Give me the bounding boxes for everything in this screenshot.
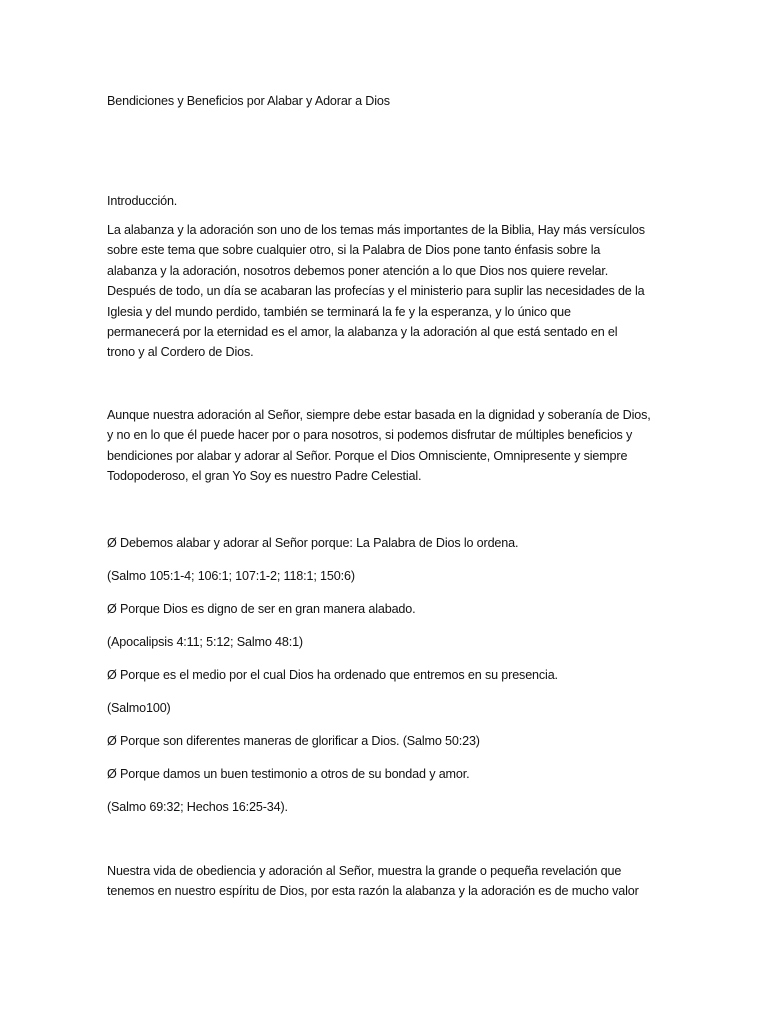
paragraph-line: La alabanza y la adoración son uno de los temas más importantes de la Biblia, Hay más versículos [107, 223, 645, 237]
list-item: Ø Porque damos un buen testimonio a otros de su bondad y amor. [107, 767, 470, 781]
paragraph-intro [107, 220, 667, 363]
list-item: Ø Porque Dios es digno de ser en gran manera alabado. [107, 602, 416, 616]
list-reference: (Salmo 69:32; Hechos 16:25-34). [107, 800, 288, 814]
paragraph-obedience [107, 861, 667, 902]
paragraph-line: permanecerá por la eternidad es el amor, la alabanza y la adoración al que está sentado en el [107, 325, 618, 340]
list-item: Ø Porque son diferentes maneras de glorificar a Dios. (Salmo 50:23) [107, 734, 480, 748]
list-item: Ø Debemos alabar y adorar al Señor porque: La Palabra de Dios lo ordena. [107, 536, 519, 550]
paragraph-line: Aunque nuestra adoración al Señor, siempre debe estar basada en la dignidad y soberanía de Dios, [107, 408, 651, 422]
document-title: Bendiciones y Beneficios por Alabar y Adorar a Dios [107, 94, 390, 108]
list-item: Ø Porque es el medio por el cual Dios ha ordenado que entremos en su presencia. [107, 668, 558, 682]
paragraph-line: bendiciones por alabar y adorar al Señor. Porque el Dios Omnisciente, Omnipresente y siempre [107, 448, 628, 463]
paragraph-line: Todopoderoso, el gran Yo Soy es nuestro Padre Celestial. [107, 469, 422, 484]
paragraph-adoration [107, 405, 667, 487]
list-reference: (Apocalipsis 4:11; 5:12; Salmo 48:1) [107, 635, 303, 649]
paragraph-line: y no en lo que él puede hacer por o para nosotros, si podemos disfrutar de múltiples beneficios y [107, 428, 633, 443]
paragraph-line: trono y al Cordero de Dios. [107, 345, 254, 360]
paragraph-line: sobre este tema que sobre cualquier otro, si la Palabra de Dios pone tanto énfasis sobre la [107, 243, 601, 258]
paragraph-line: alabanza y la adoración, nosotros debemos poner atención a lo que Dios nos quiere revelar. [107, 263, 609, 278]
list-reference: (Salmo100) [107, 701, 171, 715]
paragraph-line: tenemos en nuestro espíritu de Dios, por esta razón la alabanza y la adoración es de mucho valor [107, 884, 639, 899]
paragraph-line: Después de todo, un día se acabaran las profecías y el ministerio para suplir las necesidades de la [107, 284, 645, 299]
intro-heading: Introducción. [107, 194, 178, 208]
paragraph-line: Iglesia y del mundo perdido, también se terminará la fe y la esperanza, y lo único que [107, 304, 571, 319]
list-reference: (Salmo 105:1-4; 106:1; 107:1-2; 118:1; 150:6) [107, 569, 355, 583]
paragraph-line: Nuestra vida de obediencia y adoración al Señor, muestra la grande o pequeña revelación que [107, 864, 622, 878]
